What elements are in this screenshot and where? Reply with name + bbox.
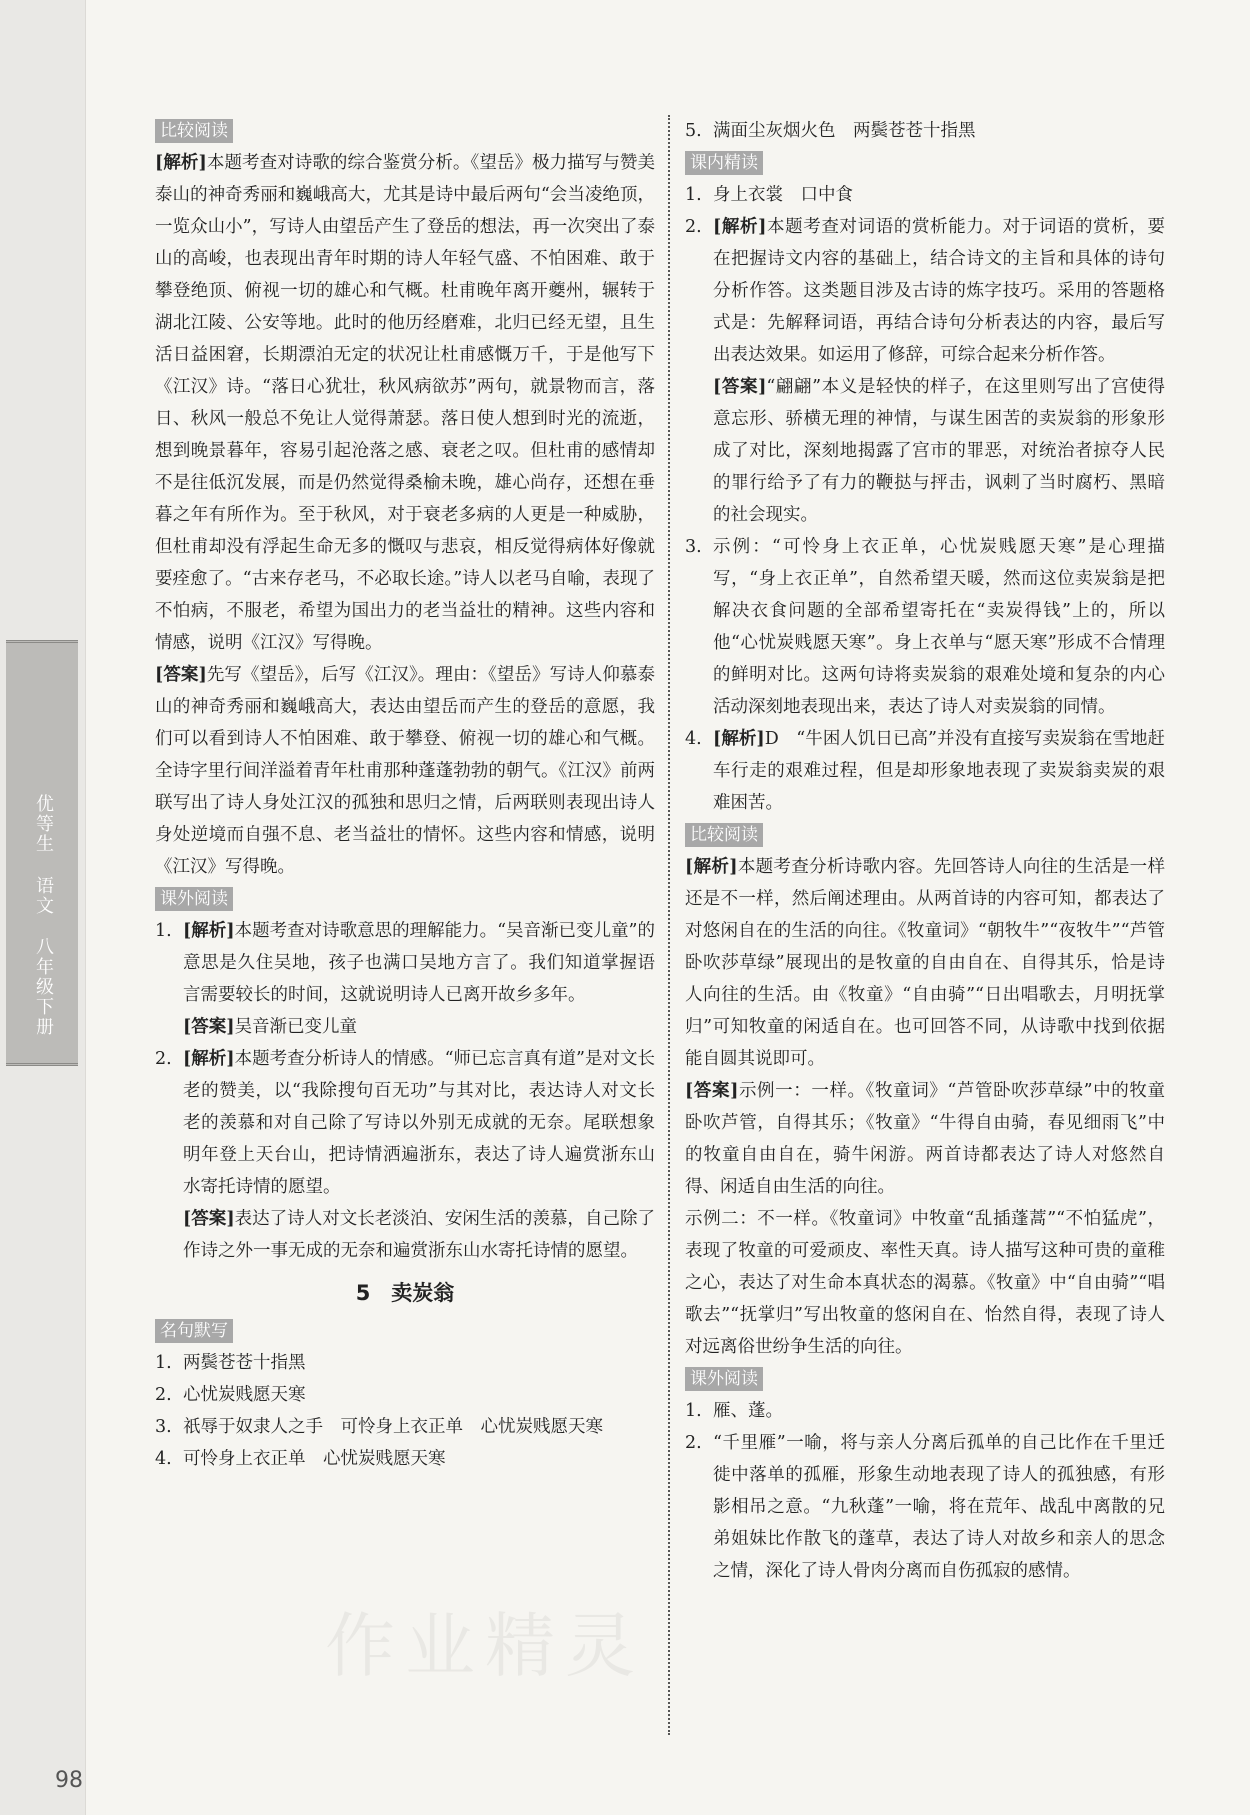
item-text: 祇辱于奴隶人之手 可怜身上衣正单 心忧炭贱愿天寒 bbox=[183, 1417, 603, 1437]
item-text: 可怜身上衣正单 心忧炭贱愿天寒 bbox=[183, 1449, 446, 1469]
analysis-label: [解析] bbox=[183, 1049, 235, 1069]
item-number: 2. bbox=[685, 217, 702, 237]
item-number: 4. bbox=[685, 729, 702, 749]
item-number: 1. bbox=[155, 1353, 172, 1373]
answer-label: [答案] bbox=[155, 665, 207, 685]
section-tag-famous-lines: 名句默写 bbox=[155, 1319, 233, 1343]
analysis-text: D “牛困人饥日已高”并没有直接写卖炭翁在雪地赶车行走的艰难过程，但是却形象地表现了卖炭翁卖炭的艰难困苦。 bbox=[713, 729, 1165, 813]
answer-label: [答案] bbox=[685, 1081, 739, 1101]
analysis-label: [解析] bbox=[685, 857, 738, 877]
item-text: 雁、蓬。 bbox=[713, 1401, 783, 1421]
answer-text: 表达了诗人对文长老淡泊、安闲生活的羡慕，自己除了作诗之外一事无成的无奈和遍赏浙东山水寄托诗情的愿望。 bbox=[183, 1209, 655, 1261]
list-item bbox=[155, 1043, 655, 1203]
section-tag-extracurricular-reading: 课外阅读 bbox=[155, 887, 233, 911]
answer-paragraph bbox=[155, 659, 655, 883]
item-text bbox=[713, 211, 1165, 371]
item-text: 两鬓苍苍十指黑 bbox=[183, 1353, 306, 1373]
list-item bbox=[155, 1411, 655, 1443]
answer-text: 先写《望岳》，后写《江汉》。理由：《望岳》写诗人仰慕泰山的神奇秀丽和巍峨高大，表达由望岳而产生的登岳的意愿，我们可以看到诗人不怕困难、敢于攀登、俯视一切的雄心和气概。全诗字里行间洋溢着青年杜甫那种蓬蓬勃勃的朝气。《江汉》前两联写出了诗人身处江汉的孤独和思归之情，后两联则表现出诗人身处逆境而自强不息、老当益壮的情怀。这些内容和情感，说明《江汉》写得晚。 bbox=[155, 665, 655, 877]
page-number: 98 bbox=[55, 1768, 83, 1793]
right-column bbox=[685, 115, 1165, 1587]
item-number: 2. bbox=[155, 1385, 172, 1405]
analysis-text: 本题考查对诗歌意思的理解能力。“吴音渐已变儿童”的意思是久住吴地，孩子也满口吴地方言了。我们知道掌握语言需要较长的时间，这就说明诗人已离开故乡多年。 bbox=[183, 921, 655, 1005]
list-item bbox=[685, 115, 1165, 147]
sidebar bbox=[0, 0, 86, 1815]
item-number: 3. bbox=[155, 1417, 172, 1437]
left-column bbox=[155, 115, 655, 1475]
item-text bbox=[713, 723, 1165, 819]
list-item bbox=[685, 179, 1165, 211]
section-tag-comparative-reading: 比较阅读 bbox=[685, 823, 763, 847]
sidebar-book: 优等生 bbox=[33, 794, 54, 854]
watermark: 作业精灵 bbox=[325, 1605, 645, 1687]
answer-paragraph bbox=[685, 371, 1165, 531]
section-tag-comparative-reading: 比较阅读 bbox=[155, 119, 233, 143]
list-item bbox=[685, 1395, 1165, 1427]
item-number: 1. bbox=[155, 921, 172, 941]
list-item bbox=[155, 915, 655, 1011]
item-text: “千里雁”一喻，将与亲人分离后孤单的自己比作在千里迁徙中落单的孤雁，形象生动地表现了诗人的孤独感，有形影相吊之意。“九秋蓬”一喻，将在荒年、战乱中离散的兄弟姐妹比作散飞的蓬草，表达了诗人对故乡和亲人的思念之情，深化了诗人骨肉分离而自伤孤寂的感情。 bbox=[713, 1433, 1165, 1581]
list-item bbox=[685, 723, 1165, 819]
answer-paragraph bbox=[155, 1011, 655, 1043]
analysis-text: 本题考查对词语的赏析能力。对于词语的赏析，要在把握诗文内容的基础上，结合诗文的主旨和具体的诗句分析作答。这类题目涉及古诗的炼字技巧。采用的答题格式是：先解释词语，再结合诗句分析表达的内容，最后写出表达效果。如运用了修辞，可综合起来分析作答。 bbox=[713, 217, 1166, 365]
list-item bbox=[155, 1443, 655, 1475]
sidebar-book-info bbox=[30, 780, 56, 1037]
item-text bbox=[183, 1043, 655, 1203]
sidebar-grade: 八年级下册 bbox=[33, 937, 54, 1038]
analysis-label: [解析] bbox=[713, 729, 765, 749]
sidebar-subject: 语文 bbox=[33, 875, 54, 916]
list-item bbox=[155, 1379, 655, 1411]
list-item bbox=[155, 1347, 655, 1379]
item-number: 4. bbox=[155, 1449, 172, 1469]
item-number: 5. bbox=[685, 121, 702, 141]
list-item bbox=[685, 211, 1165, 371]
item-number: 3. bbox=[685, 537, 702, 557]
analysis-paragraph bbox=[685, 851, 1165, 1075]
item-text: 身上衣裳 口中食 bbox=[713, 185, 853, 205]
analysis-paragraph bbox=[155, 147, 655, 659]
analysis-text: 本题考查分析诗人的情感。“师已忘言真有道”是对文长老的赞美，以“我除搜句百无功”与其对比，表达诗人对文长老的羡慕和对自己除了写诗以外别无成就的无奈。尾联想象明年登上天台山，把诗情洒遍浙东，表达了诗人遍赏浙东山水寄托诗情的愿望。 bbox=[183, 1049, 655, 1197]
analysis-label: [解析] bbox=[713, 217, 767, 237]
answer-paragraph-2: 示例二：不一样。《牧童词》中牧童“乱插蓬蒿”“不怕猛虎”，表现了牧童的可爱顽皮、率性天真。诗人描写这种可贵的童稚之心，表达了对生命本真状态的渴慕。《牧童》中“自由骑”“唱歌去”“抚掌归”写出牧童的悠闲自在、怡然自得，表现了诗人对远离俗世纷争生活的向往。 bbox=[685, 1209, 1165, 1357]
answer-text: 吴音渐已变儿童 bbox=[234, 1017, 358, 1037]
answer-paragraph bbox=[685, 1075, 1165, 1203]
list-item bbox=[685, 1427, 1165, 1587]
answer-paragraph bbox=[155, 1203, 655, 1267]
answer-label: [答案] bbox=[183, 1209, 235, 1229]
item-text: 心忧炭贱愿天寒 bbox=[183, 1385, 306, 1405]
section-tag-intensive-reading: 课内精读 bbox=[685, 151, 763, 175]
list-item bbox=[685, 531, 1165, 723]
item-number: 1. bbox=[685, 185, 702, 205]
answer-text: “翩翩”本义是轻快的样子，在这里则写出了宫使得意忘形、骄横无理的神情，与谋生困苦的卖炭翁的形象形成了对比，深刻地揭露了宫市的罪恶，对统治者掠夺人民的罪行给予了有力的鞭挞与抨击，讽刺了当时腐朽、黑暗的社会现实。 bbox=[713, 377, 1165, 525]
item-number: 1. bbox=[685, 1401, 702, 1421]
item-number: 2. bbox=[685, 1433, 702, 1453]
item-text: 示例：“可怜身上衣正单，心忧炭贱愿天寒”是心理描写，“身上衣正单”，自然希望天暖，然而这位卖炭翁是把解决衣食问题的全部希望寄托在“卖炭得钱”上的，所以他“心忧炭贱愿天寒”。身上衣单与“愿天寒”形成不合情理的鲜明对比。这两句诗将卖炭翁的艰难处境和复杂的内心活动深刻地表现出来，表达了诗人对卖炭翁的同情。 bbox=[713, 537, 1165, 717]
answer-text: 示例一：一样。《牧童词》“芦管卧吹莎草绿”中的牧童卧吹芦管，自得其乐；《牧童》“牛得自由骑，春见细雨飞”中的牧童自由自在，骑牛闲游。两首诗都表达了诗人对悠然自得、闲适自由生活的向往。 bbox=[685, 1081, 1165, 1197]
answer-label: [答案] bbox=[183, 1017, 235, 1037]
analysis-label: [解析] bbox=[183, 921, 235, 941]
analysis-text: 本题考查分析诗歌内容。先回答诗人向往的生活是一样还是不一样，然后阐述理由。从两首诗的内容可知，都表达了对悠闲自在的生活的向往。《牧童词》“朝牧牛”“夜牧牛”“芦管卧吹莎草绿”展现出的是牧童的自由自在、自得其乐，恰是诗人向往的生活。由《牧童》“自由骑”“日出唱歌去，月明抚掌归”可知牧童的闲适自在。也可回答不同，从诗歌中找到依据能自圆其说即可。 bbox=[685, 857, 1165, 1069]
item-number: 2. bbox=[155, 1049, 172, 1069]
answer-label: [答案] bbox=[713, 377, 767, 397]
lesson-title: 5 卖炭翁 bbox=[355, 1281, 455, 1305]
item-text: 满面尘灰烟火色 两鬓苍苍十指黑 bbox=[713, 121, 976, 141]
section-tag-extracurricular-reading: 课外阅读 bbox=[685, 1367, 763, 1391]
column-divider bbox=[668, 115, 670, 1735]
item-text bbox=[183, 915, 655, 1011]
analysis-text: 本题考查对诗歌的综合鉴赏分析。《望岳》极力描写与赞美泰山的神奇秀丽和巍峨高大，尤其是诗中最后两句“会当凌绝顶，一览众山小”，写诗人由望岳产生了登岳的想法，再一次突出了泰山的高峻，也表现出青年时期的诗人年轻气盛、不怕困难、敢于攀登绝顶、俯视一切的雄心和气概。杜甫晚年离开夔州，辗转于湖北江陵、公安等地。此时的他历经磨难，北归已经无望，且生活日益困窘，长期漂泊无定的状况让杜甫感慨万千，于是他写下《江汉》诗。“落日心犹壮，秋风病欲苏”两句，就景物而言，落日、秋风一般总不免让人觉得萧瑟。落日使人想到时光的流逝，想到晚景暮年，容易引起沧落之感、衰老之叹。但杜甫的感情却不是往低沉发展，而是仍然觉得桑榆未晚，雄心尚存，还想在垂暮之年有所作为。至于秋风，对于衰老多病的人更是一种威胁，但杜甫却没有浮起生命无多的慨叹与悲哀，相反觉得病体好像就要痊愈了。“古来存老马，不必取长途。”诗人以老马自喻，表现了不怕病，不服老，希望为国出力的老当益壮的精神。这些内容和情感，说明《江汉》写得晚。 bbox=[155, 153, 656, 653]
analysis-label: [解析] bbox=[155, 153, 207, 173]
